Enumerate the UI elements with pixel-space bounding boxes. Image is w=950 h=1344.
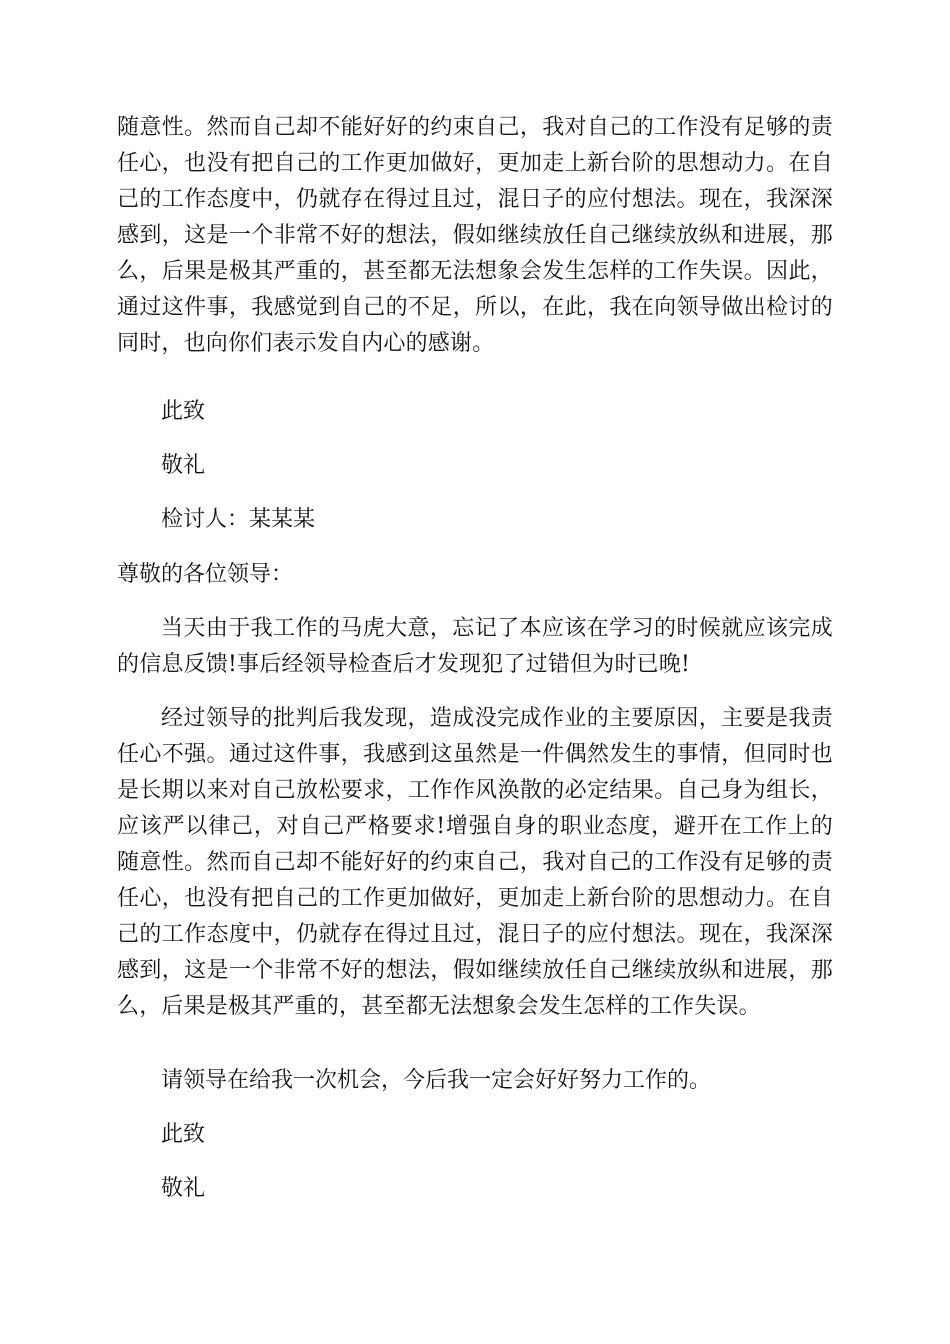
regards-phrase: 敬礼	[161, 453, 206, 478]
paragraph-reflection: 经过领导的批判后我发现，造成没完成作业的主要原因，主要是我责任心不强。通过这件事，我感到这虽然是一件偶然发生的事情，但同时也是长期以来对自己放松要求，工作作风涣散的必定结果。自己身为组长，应该严以律己，对自己严格要求!增强自身的职业态度，避开在工作上的随意性。然而自己却不能好好的约束自己，我对自己的工作没有足够的责任心，也没有把自己的工作更加做好，更加走上新台阶的思想动力。在自己的工作态度中，仍就存在得过且过，混日子的应付想法。现在，我深深感到，这是一个非常不好的想法，假如继续放任自己继续放纵和进展，那么，后果是极其严重的，甚至都无法想象会发生怎样的工作失误。	[117, 706, 833, 1019]
paragraph-incident: 当天由于我工作的马虎大意，忘记了本应该在学习的时候就应该完成的信息反馈!事后经领导检查后才发现犯了过错但为时已晚!	[117, 616, 833, 677]
paragraph-request: 请领导在给我一次机会，今后我一定会好好努力工作的。	[161, 1068, 712, 1093]
regards-phrase-2: 敬礼	[161, 1176, 206, 1201]
signature-line: 检讨人：某某某	[161, 507, 316, 532]
closing-phrase-2: 此致	[161, 1122, 206, 1147]
paragraph-continuation: 随意性。然而自己却不能好好的约束自己，我对自己的工作没有足够的责任心，也没有把自己的工作更加做好，更加走上新台阶的思想动力。在自己的工作态度中，仍就存在得过且过，混日子的应付想法。现在，我深深感到，这是一个非常不好的想法，假如继续放任自己继续放纵和进展，那么，后果是极其严重的，甚至都无法想象会发生怎样的工作失误。因此，通过这件事，我感觉到自己的不足，所以，在此，我在向领导做出检讨的同时，也向你们表示发自内心的感谢。	[117, 115, 833, 356]
closing-phrase: 此致	[161, 399, 206, 424]
salutation: 尊敬的各位领导：	[117, 562, 294, 587]
